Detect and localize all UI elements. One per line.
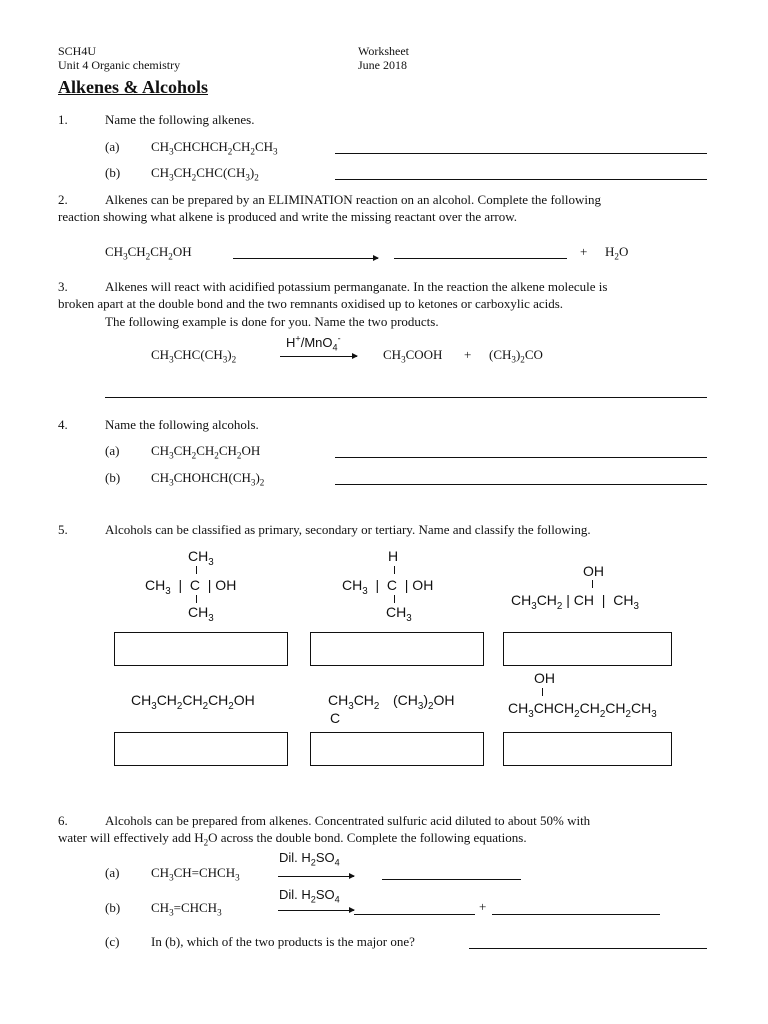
- s3-top-group: OH: [583, 563, 604, 579]
- s6-top-group: OH: [534, 670, 555, 686]
- q2-reactant: $CH_3CH_2CH_2OH$: [105, 244, 192, 262]
- s3-top-bond: [592, 580, 593, 588]
- q3-number: 3.: [58, 279, 68, 294]
- s1-main-chain: $CH_3$ | C | OH: [145, 577, 237, 597]
- s2-bottom-bond: [394, 595, 395, 603]
- q3-line3: The following example is done for you. Name the two products.: [105, 314, 439, 329]
- q6c-question: In (b), which of the two products is the major one?: [151, 934, 415, 949]
- s3-main-chain: $CH_3CH_2$ | CH | $CH_3$: [511, 592, 639, 612]
- s3-answer-box[interactable]: [503, 632, 672, 666]
- q4b-formula: $CH_3CHOHCH(CH_3)_2$: [151, 470, 265, 488]
- q3-line2: broken apart at the double bond and the two remnants oxidised up to ketones or carboxylic acids.: [58, 296, 564, 311]
- s6-top-bond: [542, 688, 543, 696]
- q2-number: 2.: [58, 192, 68, 207]
- q5-prompt: Alcohols can be classified as primary, secondary or tertiary. Name and classify the following.: [105, 522, 591, 537]
- q4b-label: (b): [105, 470, 121, 485]
- q6a-answer-line[interactable]: [382, 879, 521, 880]
- q3-reactant: $CH_3CHC(CH_3)_2$: [151, 347, 237, 365]
- q4a-label: (a): [105, 443, 120, 458]
- q3-product-1: $CH_3COOH$: [383, 347, 443, 365]
- q6b-reagent-label: Dil. $H_2SO_4$: [279, 887, 340, 905]
- s6-main-chain: $CH_3CHCH_2CH_2CH_2CH_3$: [508, 700, 657, 720]
- s4-answer-box[interactable]: [114, 732, 288, 766]
- s1-top-group: $CH_3$: [188, 548, 214, 568]
- s5-right-group: $(CH_3)_2OH$: [393, 692, 455, 712]
- unit-label: Unit 4 Organic chemistry: [58, 58, 181, 72]
- q4b-answer-line[interactable]: [335, 484, 707, 485]
- q6-line1: Alcohols can be prepared from alkenes. Concentrated sulfuric acid diluted to about 50% with: [105, 813, 591, 828]
- q1a-answer-line[interactable]: [335, 153, 707, 154]
- q6-number: 6.: [58, 813, 68, 828]
- q6b-answer-line-2[interactable]: [492, 914, 660, 915]
- q6b-answer-line-1[interactable]: [354, 914, 475, 915]
- s2-main-chain: $CH_3$ | C | OH: [342, 577, 434, 597]
- q4a-formula: $CH_3CH_2CH_2CH_2OH$: [151, 443, 261, 461]
- q4-prompt: Name the following alcohols.: [105, 417, 259, 432]
- q2-alkene-answer-line[interactable]: [394, 258, 567, 259]
- q3-plus: +: [464, 347, 472, 362]
- q4-number: 4.: [58, 417, 68, 432]
- s1-top-bond: [196, 566, 197, 574]
- page-title: Alkenes & Alcohols: [58, 77, 209, 97]
- s2-answer-box[interactable]: [310, 632, 484, 666]
- q6c-label: (c): [105, 934, 120, 949]
- q1b-formula: $CH_3CH_2CHC(CH_3)_2$: [151, 165, 259, 183]
- q6b-reaction-arrow: [278, 910, 354, 911]
- s2-bottom-group: $CH_3$: [386, 604, 412, 624]
- q3-line1: Alkenes will react with acidified potassium permanganate. In the reaction the alkene molecule is: [105, 279, 608, 294]
- s2-top-group: H: [388, 548, 399, 564]
- q6a-label: (a): [105, 865, 120, 880]
- s1-bottom-bond: [196, 595, 197, 603]
- s4-formula: $CH_3CH_2CH_2CH_2OH$: [131, 692, 255, 712]
- q3-reagent-label: H+/MnO$_4$-: [286, 333, 341, 353]
- doc-type: Worksheet: [358, 44, 410, 58]
- q5-number: 5.: [58, 522, 68, 537]
- q3-product-2: $(CH_3)_2CO$: [489, 347, 543, 365]
- doc-date: June 2018: [358, 58, 407, 72]
- s5-carbon: C: [330, 710, 341, 726]
- q1a-formula: $CH_3CHCHCH_2CH_2CH_3$: [151, 139, 278, 157]
- q1b-label: (b): [105, 165, 121, 180]
- q3-answer-line[interactable]: [105, 397, 707, 398]
- q6b-label: (b): [105, 900, 121, 915]
- q1b-answer-line[interactable]: [335, 179, 707, 180]
- q2-plus: +: [580, 244, 588, 259]
- q6a-reaction-arrow: [278, 876, 354, 877]
- s1-answer-box[interactable]: [114, 632, 288, 666]
- q2-line2: reaction showing what alkene is produced and write the missing reactant over the arrow.: [58, 209, 518, 224]
- q3-reaction-arrow: [280, 356, 357, 357]
- q6a-reagent-label: Dil. $H_2SO_4$: [279, 850, 340, 868]
- q2-reaction-arrow[interactable]: [233, 258, 378, 259]
- q4a-answer-line[interactable]: [335, 457, 707, 458]
- course-code: SCH4U: [58, 44, 97, 58]
- q6b-plus: +: [479, 899, 487, 914]
- s2-top-bond: [394, 566, 395, 574]
- q6b-reactant: $CH_3=CHCH_3$: [151, 900, 222, 918]
- q1a-label: (a): [105, 139, 120, 154]
- q6a-reactant: $CH_3CH=CHCH_3$: [151, 865, 240, 883]
- q2-water: $H_2O$: [605, 244, 629, 262]
- q1-prompt: Name the following alkenes.: [105, 112, 255, 127]
- s1-bottom-group: $CH_3$: [188, 604, 214, 624]
- q6c-answer-line[interactable]: [469, 948, 707, 949]
- q6-line2: water will effectively add $H_2O$ across the double bond. Complete the following equations.: [58, 830, 527, 848]
- s6-answer-box[interactable]: [503, 732, 672, 766]
- s5-left-group: $CH_3CH_2$: [328, 692, 380, 712]
- q2-line1: Alkenes can be prepared by an ELIMINATION reaction on an alcohol. Complete the following: [105, 192, 602, 207]
- q1-number: 1.: [58, 112, 68, 127]
- s5-answer-box[interactable]: [310, 732, 484, 766]
